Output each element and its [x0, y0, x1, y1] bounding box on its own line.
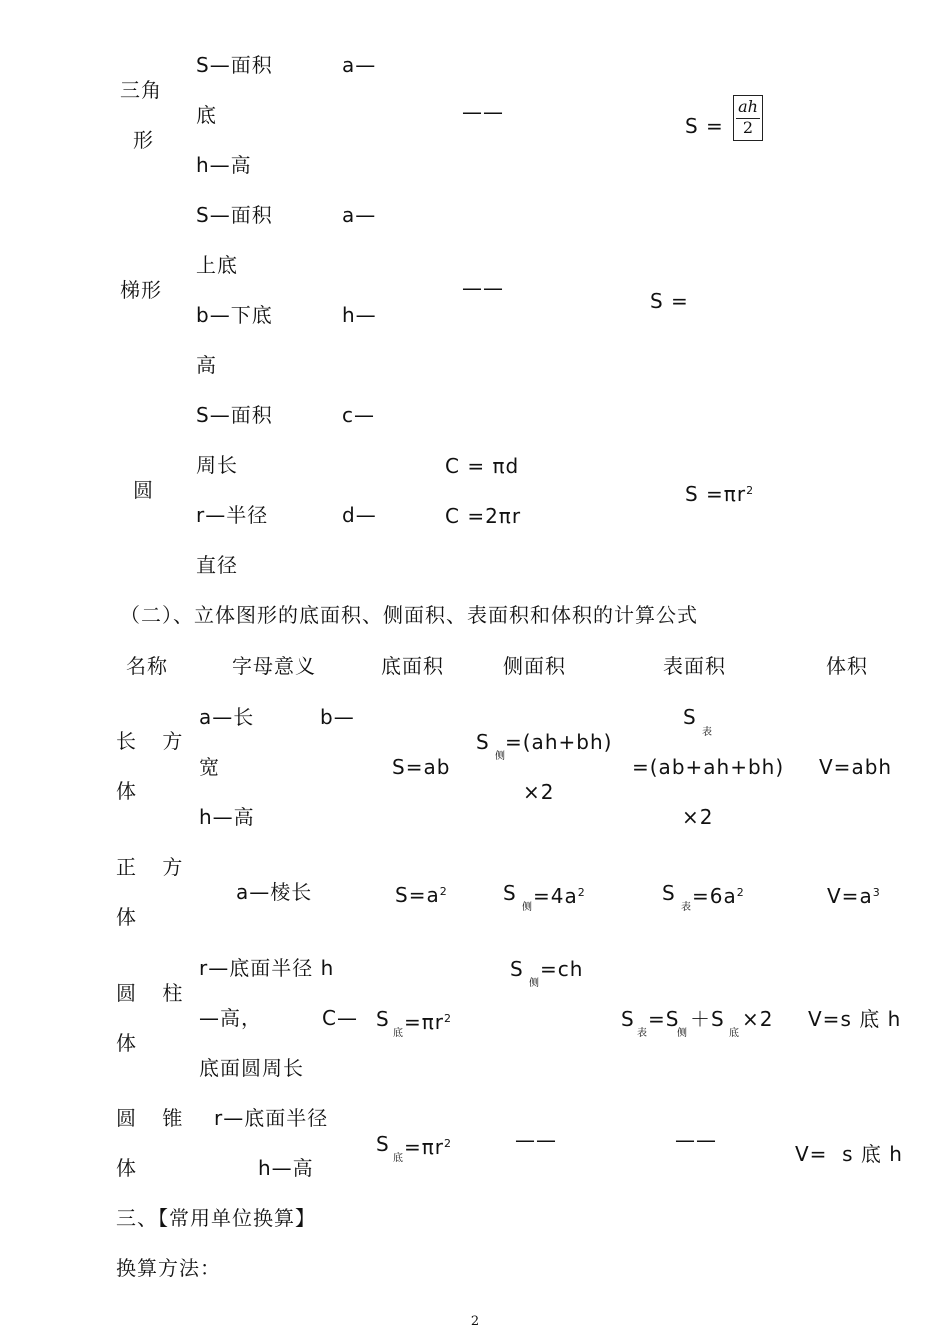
cube-surface-formula: =6a — [692, 884, 737, 908]
cylinder-lateral-s: S — [510, 957, 524, 981]
cylinder-var-circumference: 底面圆周长 — [199, 1056, 304, 1080]
triangle-area-denominator: 2 — [742, 118, 754, 137]
cylinder-lateral-subscript: 侧 — [529, 978, 539, 989]
cylinder-name-line1: 圆 柱 — [116, 981, 184, 1005]
cylinder-base-subscript: 底 — [393, 1028, 403, 1039]
cone-surface: —— — [675, 1128, 717, 1152]
cube-surface-subscript: 表 — [681, 902, 691, 913]
circle-perimeter-r: C =2πr — [445, 504, 522, 528]
cylinder-var-r-h: r—底面半径 h — [199, 956, 335, 980]
cylinder-surface-lateral-s: =S — [648, 1007, 680, 1031]
circle-var-c: c— — [342, 403, 375, 427]
circle-area — [685, 479, 753, 506]
cube-lateral-s: S — [503, 881, 517, 905]
cylinder-surface-subscript-surface: 表 — [637, 1028, 647, 1039]
cuboid-surface-formula: =(ab+ah+bh) — [632, 755, 785, 779]
cylinder-volume: V=s 底 h — [808, 1007, 902, 1031]
header-surface-area: 表面积 — [663, 654, 726, 678]
circle-var-radius: r—半径 — [196, 503, 269, 527]
cone-var-radius: r—底面半径 — [214, 1106, 329, 1130]
cylinder-var-height: —高， — [199, 1006, 262, 1030]
cuboid-var-h: h—高 — [199, 805, 255, 829]
cuboid-var-a: a—长 — [199, 705, 255, 729]
cube-volume — [827, 881, 880, 908]
cube-volume-formula: V=a — [827, 884, 873, 908]
cylinder-surface-plus-base-s: ＋S — [690, 1007, 725, 1031]
units-method: 换算方法： — [116, 1256, 221, 1280]
triangle-area-numerator: ah — [738, 97, 758, 116]
circle-area-formula: S =πr — [685, 482, 747, 506]
cone-name-line2: 体 — [116, 1156, 137, 1180]
trapezoid-var-a: a— — [342, 203, 377, 227]
header-name: 名称 — [126, 654, 168, 678]
cuboid-name-line2: 体 — [116, 779, 137, 803]
triangle-perimeter: —— — [462, 100, 504, 124]
cuboid-lateral-formula: =(ah+bh) — [505, 730, 613, 754]
circle-var-area: S—面积 — [196, 403, 273, 427]
cube-lateral-exponent: 2 — [577, 886, 585, 899]
cube-surface-s: S — [662, 881, 676, 905]
cone-volume: V= s 底 h — [795, 1142, 903, 1166]
triangle-var-height: h—高 — [196, 153, 252, 177]
triangle-name-line2: 形 — [133, 128, 154, 152]
cylinder-base-s: S — [376, 1007, 390, 1031]
cylinder-surface-subscript-base: 底 — [729, 1028, 739, 1039]
cylinder-surface-s: S — [621, 1007, 635, 1031]
trapezoid-name: 梯形 — [120, 278, 162, 302]
cube-volume-exponent: 3 — [872, 886, 880, 899]
circle-area-exponent: 2 — [746, 484, 754, 497]
triangle-var-base: 底 — [196, 103, 217, 127]
cone-base-area — [404, 1132, 451, 1159]
cube-name-line2: 体 — [116, 905, 137, 929]
cuboid-surface-times: ×2 — [682, 805, 714, 829]
triangle-area-fraction — [733, 95, 763, 141]
circle-var-d: d— — [342, 503, 377, 527]
trapezoid-var-height: 高 — [196, 353, 217, 377]
cone-name-line1: 圆 锥 — [116, 1106, 184, 1130]
cube-lateral-formula: =4a — [533, 884, 578, 908]
circle-name: 圆 — [133, 478, 154, 502]
cube-lateral-subscript: 侧 — [522, 902, 532, 913]
cuboid-surface-subscript: 表 — [702, 727, 712, 738]
cube-surface-area — [692, 881, 744, 908]
cuboid-var-b: b— — [320, 705, 355, 729]
circle-perimeter-d: C = πd — [445, 454, 520, 478]
triangle-name-line1: 三角 — [120, 78, 162, 102]
units-heading: 三、【常用单位换算】 — [116, 1206, 316, 1230]
cuboid-base-area: S=ab — [392, 755, 451, 779]
cube-base-exponent: 2 — [439, 885, 447, 898]
cone-base-formula: =πr — [404, 1135, 445, 1159]
cylinder-base-exponent: 2 — [444, 1012, 452, 1025]
triangle-area-label: S = — [685, 114, 724, 138]
triangle-var-a: a— — [342, 53, 377, 77]
cuboid-lateral-s: S — [476, 730, 490, 754]
cone-var-height: h—高 — [258, 1156, 314, 1180]
cuboid-surface-s: S — [683, 705, 697, 729]
trapezoid-var-upper-base: 上底 — [196, 253, 238, 277]
solid-section-heading: （二）、立体图形的底面积、侧面积、表面积和体积的计算公式 — [120, 603, 698, 627]
header-letter-meaning: 字母意义 — [232, 654, 316, 678]
cylinder-base-formula: =πr — [404, 1010, 445, 1034]
cylinder-surface-subscript-lateral: 侧 — [677, 1028, 687, 1039]
cone-lateral: —— — [515, 1128, 557, 1152]
header-volume: 体积 — [826, 654, 868, 678]
cuboid-name-line1: 长 方 — [116, 729, 184, 753]
cube-name-line1: 正 方 — [116, 855, 184, 879]
cuboid-lateral-subscript: 侧 — [495, 751, 505, 762]
cube-base-area — [395, 880, 447, 907]
trapezoid-var-area: S—面积 — [196, 203, 273, 227]
page-number: 2 — [470, 1314, 480, 1329]
cylinder-base-area — [404, 1007, 451, 1034]
cylinder-surface-times: ×2 — [742, 1007, 774, 1031]
header-lateral-area: 侧面积 — [503, 654, 566, 678]
trapezoid-area: S = — [650, 289, 689, 313]
circle-var-diameter: 直径 — [196, 553, 238, 577]
cylinder-lateral-formula: =ch — [540, 957, 584, 981]
cube-lateral-area — [533, 881, 585, 908]
trapezoid-perimeter: —— — [462, 276, 504, 300]
cube-base-formula: S=a — [395, 883, 440, 907]
cube-var-edge: a—棱长 — [236, 880, 313, 904]
trapezoid-var-lower-base: b—下底 — [196, 303, 273, 327]
trapezoid-var-h: h— — [342, 303, 377, 327]
cuboid-volume: V=abh — [819, 755, 893, 779]
triangle-var-area: S—面积 — [196, 53, 273, 77]
circle-var-circumference: 周长 — [196, 453, 238, 477]
cone-base-subscript: 底 — [393, 1153, 403, 1164]
cone-base-exponent: 2 — [444, 1137, 452, 1150]
cuboid-var-width: 宽 — [199, 755, 220, 779]
cuboid-lateral-times: ×2 — [523, 780, 555, 804]
cylinder-var-c: C— — [322, 1006, 358, 1030]
header-base-area: 底面积 — [381, 654, 444, 678]
cone-base-s: S — [376, 1132, 390, 1156]
cylinder-name-line2: 体 — [116, 1031, 137, 1055]
cube-surface-exponent: 2 — [736, 886, 744, 899]
